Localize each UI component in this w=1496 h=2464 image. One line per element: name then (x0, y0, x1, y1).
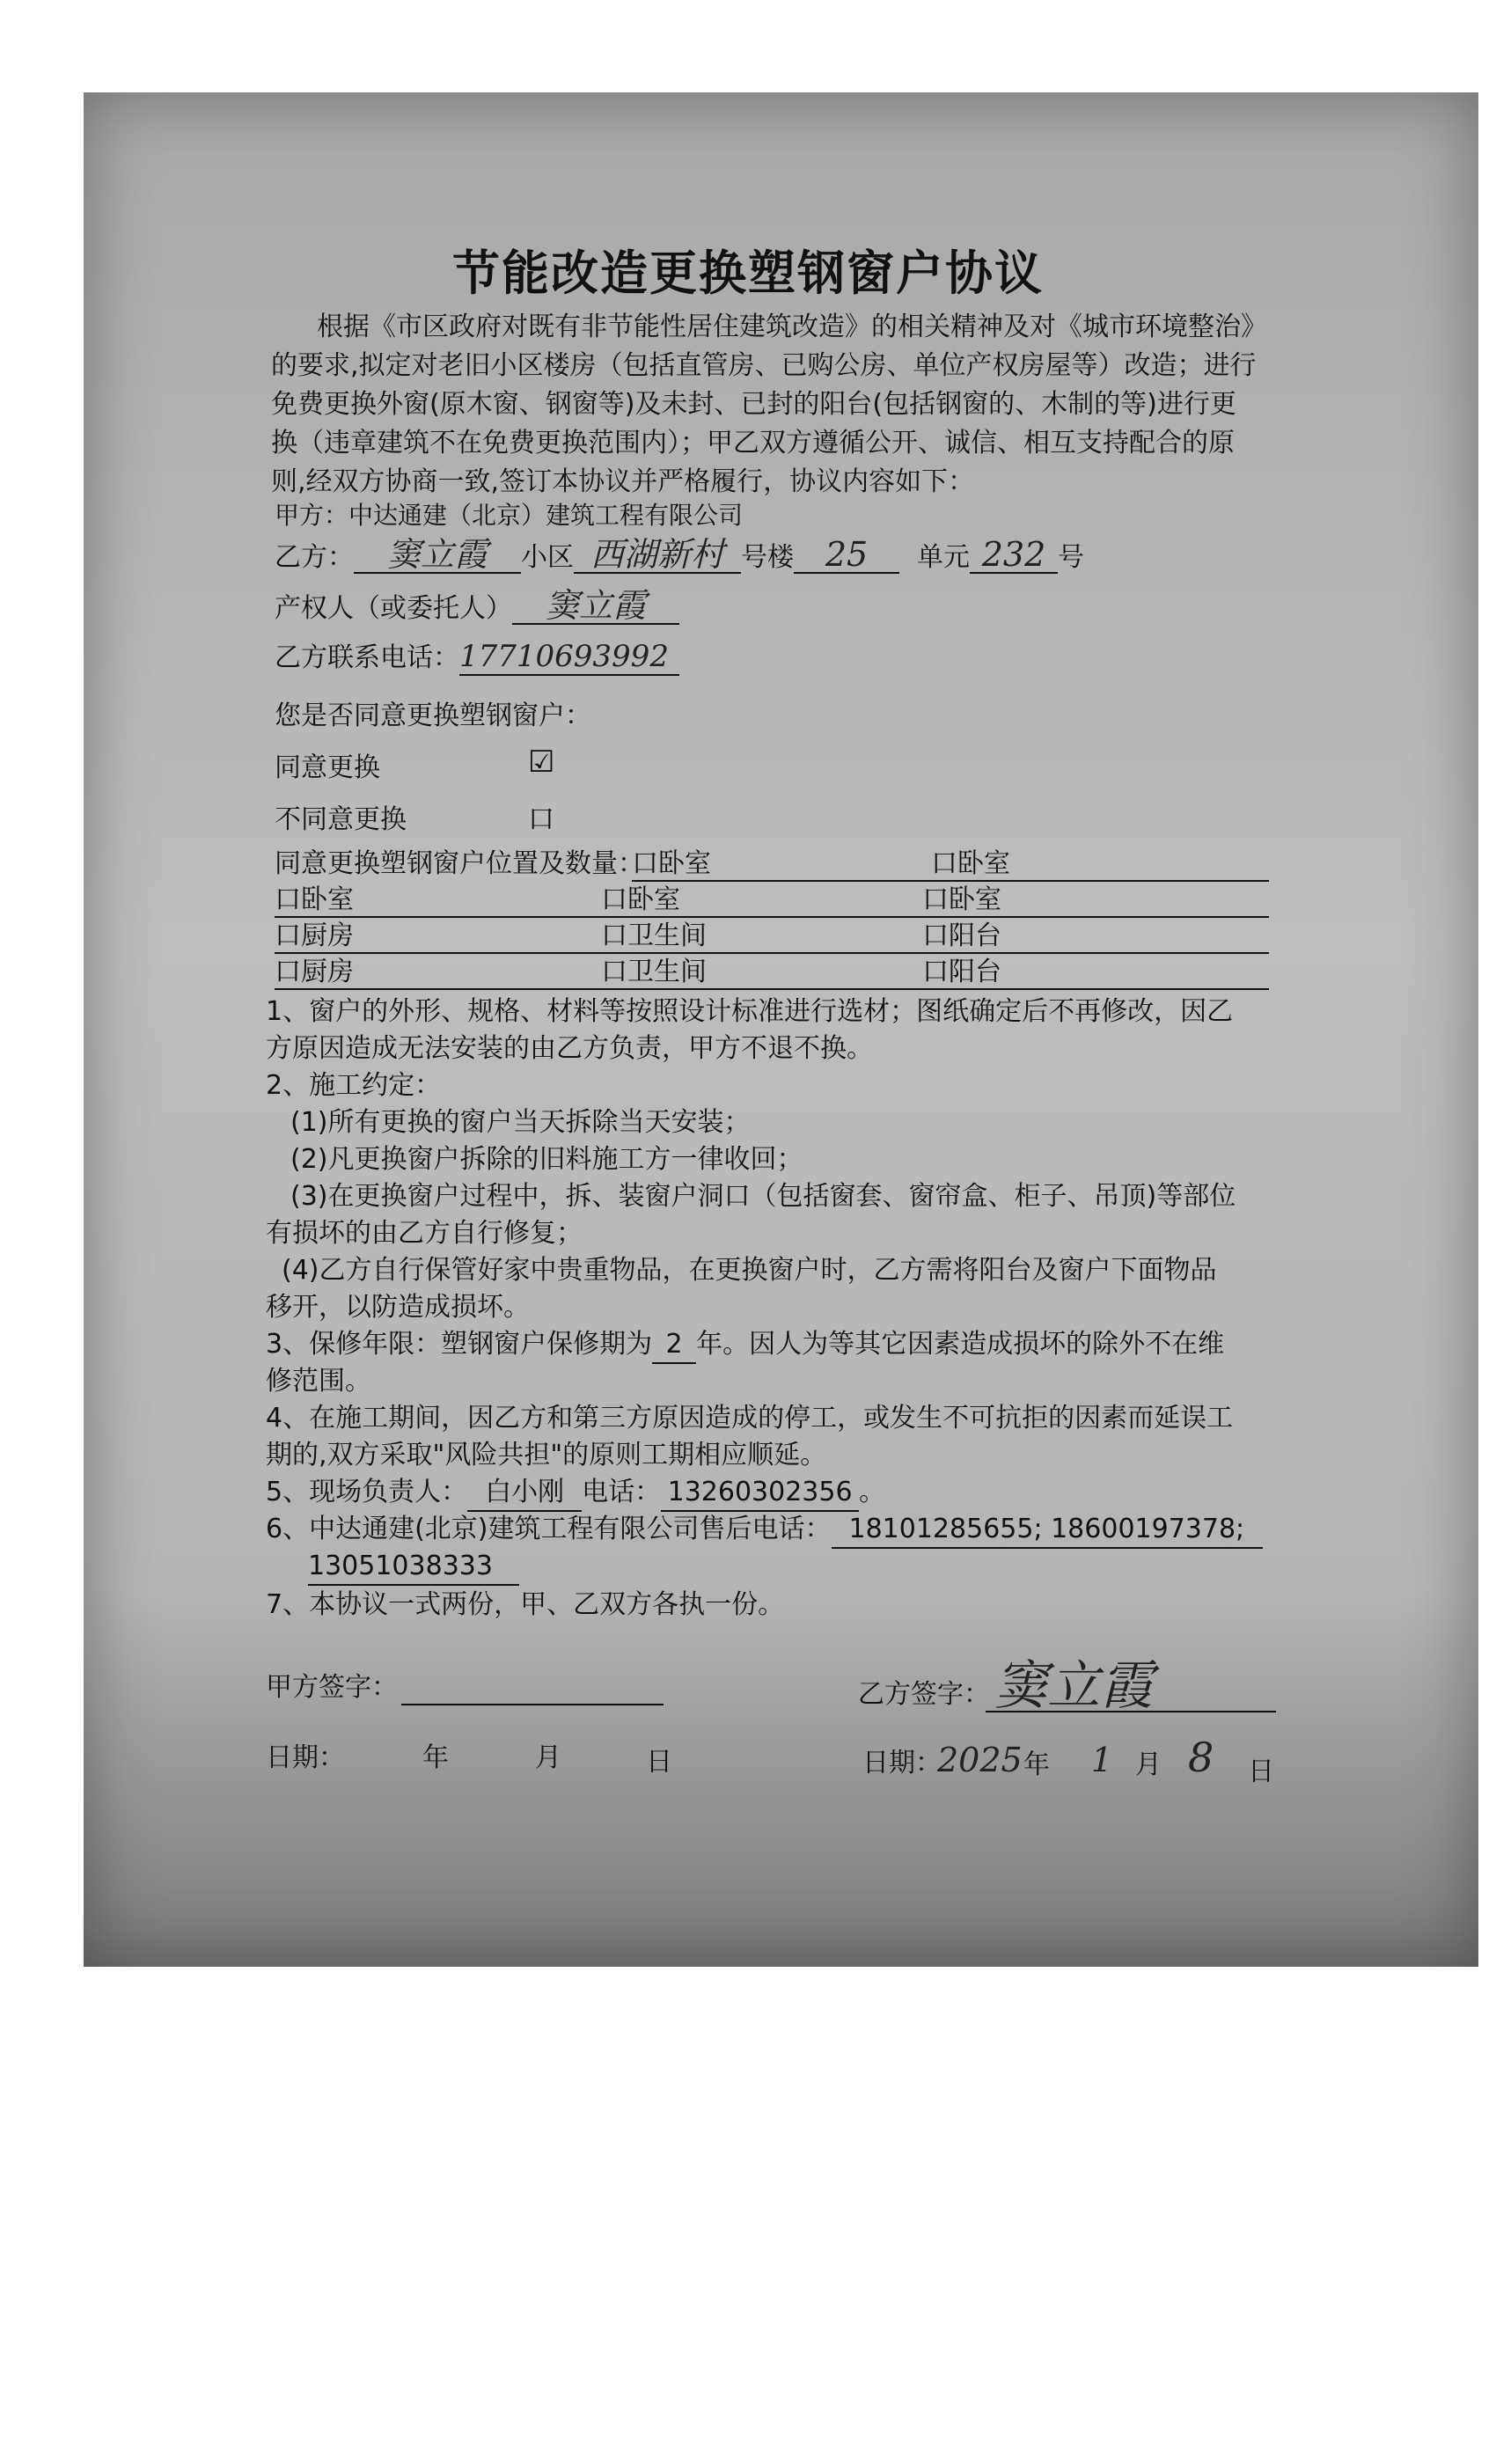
disagree-checkbox[interactable]: 口 (528, 804, 554, 835)
unit-label: 单元 (917, 542, 970, 573)
question: 您是否同意更换塑钢窗户： (275, 700, 591, 731)
party-b-day: 日 (1248, 1756, 1274, 1787)
party-b-month-value: 1 (1091, 1741, 1113, 1779)
party-b-year-value: 2025 (937, 1741, 1023, 1779)
site-manager-name: 白小刚 (467, 1475, 582, 1512)
party-a-signature-label: 甲方签字： (266, 1672, 398, 1703)
party-a-day: 日 (646, 1747, 672, 1778)
owner-row (275, 588, 679, 627)
room-option[interactable]: 口厨房 (275, 957, 354, 987)
clause-2-heading: 2、施工约定： (266, 1070, 442, 1101)
intro-line-3: 免费更换外窗(原木窗、钢窗等)及未封、已封的阳台(包括钢窗的、木制的等)进行更 (271, 389, 1236, 420)
room-option[interactable]: 口卧室 (275, 884, 354, 915)
row-rule (275, 988, 1269, 990)
warranty-years: 2 (652, 1327, 696, 1364)
room-option[interactable]: 口阳台 (922, 957, 1001, 987)
party-b-label: 乙方： (275, 542, 354, 573)
community-label: 小区 (521, 542, 574, 573)
phone-label: 乙方联系电话： (275, 642, 459, 673)
room-option[interactable]: 口卧室 (931, 848, 1010, 879)
row-rule (275, 916, 1269, 918)
clause-1-line-1: 1、窗户的外形、规格、材料等按照设计标准进行选材；图纸确定后不再修改，因乙 (266, 996, 1234, 1027)
phone-value: 17710693992 (459, 639, 679, 676)
disagree-label: 不同意更换 (275, 804, 407, 835)
clause-5 (266, 1475, 885, 1512)
phone-row (275, 639, 679, 676)
clause-2-item-4-line-2: 移开，以防造成损坏。 (266, 1292, 530, 1323)
document-title: 节能改造更换塑钢窗户协议 (452, 246, 1044, 301)
owner-label: 产权人（或委托人） (275, 593, 512, 624)
clause-1-line-2: 方原因造成无法安装的由乙方负责，甲方不退不换。 (266, 1033, 873, 1064)
site-manager-phone: 13260302356 (661, 1475, 859, 1512)
row-rule (275, 952, 1269, 954)
row-rule (632, 880, 1269, 882)
room-option[interactable]: 口卫生间 (601, 920, 707, 951)
party-b-signature-line (986, 1711, 1276, 1712)
party-b-date-label: 日期： (862, 1748, 942, 1778)
unit-number: 232 (970, 537, 1058, 574)
clause-3-suffix: 年。因人为等其它因素造成损坏的除外不在维 (696, 1329, 1225, 1360)
room-option[interactable]: 口厨房 (275, 920, 354, 951)
intro-line-4: 换（违章建筑不在免费更换范围内）；甲乙双方遵循公开、诚信、相互支持配合的原 (271, 428, 1235, 458)
room-label: 号 (1058, 542, 1084, 573)
room-option[interactable]: 口阳台 (922, 920, 1001, 951)
clause-6-prefix: 6、中达通建(北京)建筑工程有限公司售后电话： (266, 1514, 832, 1544)
party-b-name: 窦立霞 (354, 537, 521, 574)
room-option[interactable]: 口卧室 (601, 884, 680, 915)
clause-3-prefix: 3、保修年限：塑钢窗户保修期为 (266, 1329, 653, 1360)
party-b-signature: 窦立霞 (994, 1655, 1153, 1717)
party-a-signature-line (401, 1704, 664, 1705)
clause-3-line-2: 修范围。 (266, 1366, 371, 1397)
clause-3-line-1 (266, 1327, 1224, 1364)
clause-5-end: 。 (859, 1477, 886, 1507)
after-sales-phone-3: 13051038333 (308, 1549, 519, 1586)
room-option[interactable]: 口卧室 (922, 884, 1001, 915)
party-a-month: 月 (535, 1742, 561, 1773)
community-name: 西湖新村 (574, 537, 741, 574)
owner-name: 窦立霞 (512, 588, 679, 625)
site-phone-label: 电话： (582, 1477, 662, 1507)
intro-line-5: 则,经双方协商一致,签订本协议并严格履行，协议内容如下： (271, 466, 975, 497)
after-sales-phones: 18101285655; 18600197378; (832, 1512, 1263, 1549)
clause-7: 7、本协议一式两份，甲、乙双方各执一份。 (266, 1589, 785, 1620)
clause-4-line-2: 期的,双方采取"风险共担"的原则工期相应顺延。 (266, 1440, 827, 1470)
building-label: 号楼 (741, 542, 794, 573)
room-option[interactable]: 口卫生间 (601, 957, 707, 987)
clause-2-item-2: (2)凡更换窗户拆除的旧料施工方一律收回； (290, 1144, 803, 1175)
building-number: 25 (794, 537, 899, 574)
clause-5-prefix: 5、现场负责人： (266, 1477, 468, 1507)
clause-2-item-4-line-1: (4)乙方自行保管好家中贵重物品，在更换窗户时，乙方需将阳台及窗户下面物品 (282, 1255, 1217, 1286)
party-a: 甲方：中达通建（北京）建筑工程有限公司 (275, 501, 744, 530)
agree-checkbox[interactable]: ☑ (528, 744, 555, 780)
party-b-signature-label: 乙方签字： (858, 1679, 990, 1710)
intro-line-1: 根据《市区政府对既有非节能性居住建筑改造》的相关精神及对《城市环境整治》 (317, 312, 1267, 342)
party-a-date-label: 日期： (266, 1742, 345, 1773)
positions-label: 同意更换塑钢窗户位置及数量： (275, 848, 644, 879)
clause-2-item-3-line-2: 有损坏的由乙方自行修复； (266, 1218, 583, 1249)
party-b-year: 年 (1023, 1749, 1050, 1780)
clause-6-line-1 (266, 1512, 1263, 1549)
party-a-year: 年 (422, 1742, 449, 1773)
clause-2-item-1: (1)所有更换的窗户当天拆除当天安装； (290, 1107, 751, 1138)
intro-line-2: 的要求,拟定对老旧小区楼房（包括直管房、已购公房、单位产权房屋等）改造；进行 (271, 350, 1257, 381)
party-b-day-value: 8 (1188, 1734, 1214, 1781)
clause-4-line-1: 4、在施工期间，因乙方和第三方原因造成的停工，或发生不可抗拒的因素而延误工 (266, 1403, 1234, 1434)
party-b-row (275, 537, 1084, 576)
clause-2-item-3-line-1: (3)在更换窗户过程中，拆、装窗户洞口（包括窗套、窗帘盒、柜子、吊顶)等部位 (290, 1181, 1236, 1212)
party-b-month: 月 (1135, 1749, 1162, 1780)
agree-label: 同意更换 (275, 752, 380, 783)
clause-6-line-2 (308, 1549, 519, 1586)
room-option[interactable]: 口卧室 (632, 848, 711, 879)
